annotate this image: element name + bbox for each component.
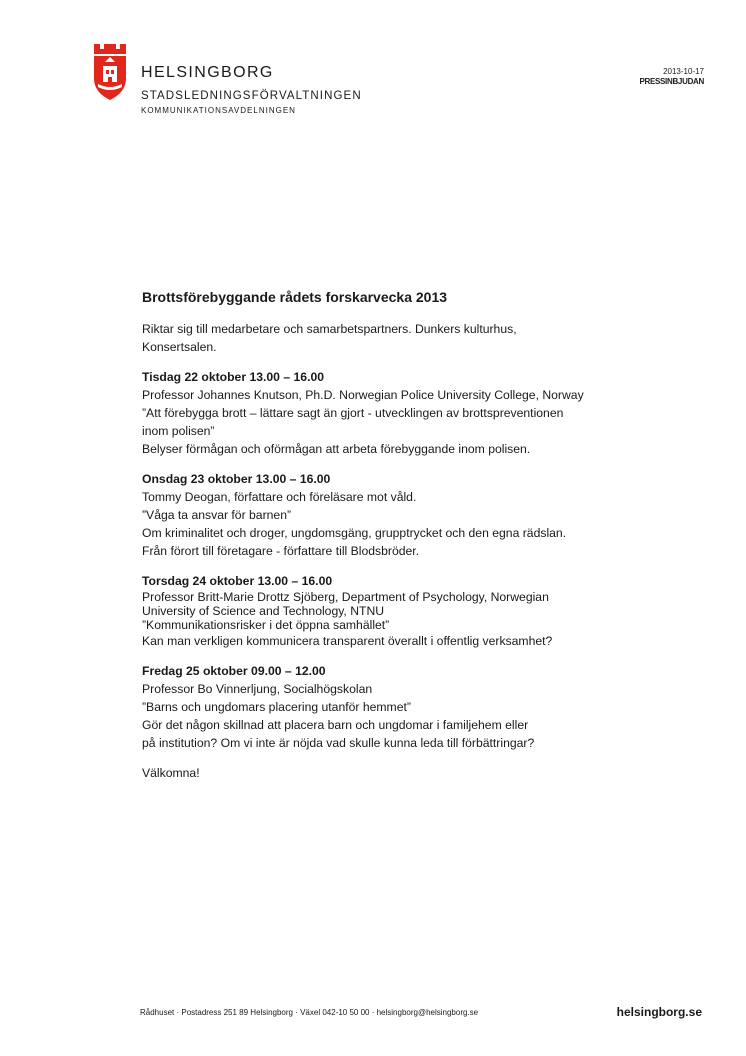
session-line: Professor Johannes Knutson, Ph.D. Norwegian Police University College, Norway — [142, 388, 584, 402]
helsingborg-crest-icon — [92, 44, 128, 100]
session-line: ”Kommunikationsrisker i det öppna samhället” — [142, 618, 390, 632]
session-line: inom polisen” — [142, 424, 215, 438]
session-line: Tommy Deogan, författare och föreläsare mot våld. — [142, 490, 417, 504]
unit-name: KOMMUNIKATIONSAVDELNINGEN — [141, 106, 296, 115]
session-line: ”Barns och ungdomars placering utanför hemmet” — [142, 700, 411, 714]
document-body — [142, 288, 642, 782]
document-date: 2013-10-17 — [663, 67, 704, 76]
document-type: PRESSINBJUDAN — [639, 77, 704, 86]
session-line: på institution? Om vi inte är nöjda vad skulle kunna leda till förbättringar? — [142, 736, 535, 750]
session-line: Belyser förmågan och oförmågan att arbeta förebyggande inom polisen. — [142, 442, 531, 456]
session-heading: Fredag 25 oktober 09.00 – 12.00 — [142, 664, 326, 678]
session-line: Kan man verkligen kommunicera transparent överallt i offentlig verksamhet? — [142, 634, 553, 648]
intro-paragraph — [142, 320, 642, 356]
closing-text: Välkomna! — [142, 766, 200, 780]
session-tuesday — [142, 368, 642, 458]
footer-website: helsingborg.se — [616, 1005, 702, 1019]
session-line: Om kriminalitet och droger, ungdomsgäng, grupptrycket och den egna rädslan. — [142, 526, 567, 540]
session-friday — [142, 662, 642, 752]
session-line: Gör det någon skillnad att placera barn och ungdomar i familjehem eller — [142, 718, 529, 732]
session-line: Professor Britt-Marie Drottz Sjöberg, Department of Psychology, Norwegian — [142, 590, 549, 604]
session-line: ”Våga ta ansvar för barnen” — [142, 508, 292, 522]
department-name: STADSLEDNINGSFÖRVALTNINGEN — [141, 90, 362, 102]
session-wednesday — [142, 470, 642, 560]
session-line: Från förort till företagare - författare till Blodsbröder. — [142, 544, 420, 558]
document-meta — [639, 67, 704, 87]
session-line: ”Att förebygga brott – lättare sagt än gjort - utvecklingen av brottspreventionen — [142, 406, 564, 420]
session-line: University of Science and Technology, NTNU — [142, 604, 385, 618]
intro-line: Riktar sig till medarbetare och samarbetspartners. Dunkers kulturhus, — [142, 322, 517, 336]
session-line: Professor Bo Vinnerljung, Socialhögskolan — [142, 682, 373, 696]
document-title: Brottsförebyggande rådets forskarvecka 2013 — [142, 289, 448, 305]
session-heading: Torsdag 24 oktober 13.00 – 16.00 — [142, 574, 333, 588]
intro-line: Konsertsalen. — [142, 340, 217, 354]
organization-header — [141, 64, 362, 116]
organization-name: HELSINGBORG — [141, 64, 274, 81]
session-thursday — [142, 572, 642, 650]
session-heading: Onsdag 23 oktober 13.00 – 16.00 — [142, 472, 331, 486]
session-heading: Tisdag 22 oktober 13.00 – 16.00 — [142, 370, 325, 384]
footer-address: Rådhuset · Postadress 251 89 Helsingborg · Växel 042-10 50 00 · helsingborg@helsingborg.se — [140, 1008, 479, 1017]
